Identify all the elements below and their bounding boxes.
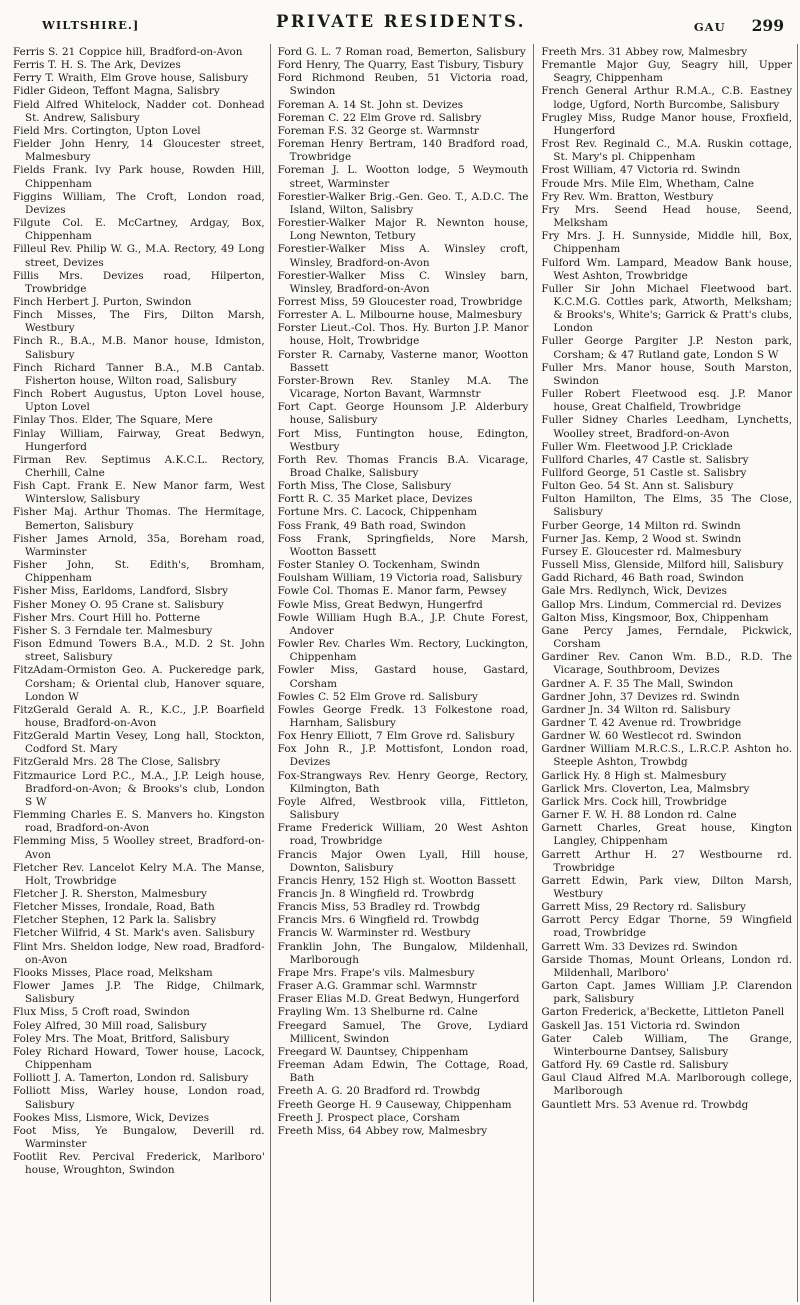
directory-entry: Freeth Mrs. 31 Abbey row, Malmesbry: [541, 46, 748, 58]
directory-entry: Garrett Edwin, Park view, Dilton Marsh, Westbury: [541, 874, 793, 900]
directory-entry: Francis Mrs. 6 Wingfield rd. Trowbdg: [277, 914, 480, 927]
directory-entry: Fulford Wm. Lampard, Meadow Bank house, West Ashton, Trowbridge: [541, 256, 793, 282]
directory-entry: Garton Frederick, a'Beckette, Littleton Panell: [541, 1006, 785, 1019]
directory-entry: Forestier-Walker Miss C. Winsley barn, Winsley, Bradford-on-Avon: [277, 269, 529, 295]
directory-entry: Ferry T. Wraith, Elm Grove house, Salisbury: [13, 72, 249, 85]
directory-entry: Garrett Miss, 29 Rectory rd. Salisbury: [541, 901, 746, 914]
directory-entry: Freeth Miss, 64 Abbey row, Malmesbry: [277, 1124, 488, 1137]
directory-entry: Fielder John Henry, 14 Gloucester street, Malmesbury: [13, 138, 265, 164]
directory-entry: Foreman J. L. Wootton lodge, 5 Weymouth street, Warminster: [277, 164, 529, 190]
directory-entry: Francis W. Warminster rd. Westbury: [277, 927, 471, 940]
directory-entry: Foreman C. 22 Elm Grove rd. Salisbry: [277, 111, 482, 124]
directory-entry: Gatford Hy. 69 Castle rd. Salisbury: [541, 1059, 729, 1072]
directory-entry: Fraser A.G. Grammar schl. Warmnstr: [277, 980, 477, 993]
directory-entry: Fox Henry Elliott, 7 Elm Grove rd. Salisbury: [277, 730, 515, 743]
directory-entry: Foster Stanley O. Tockenham, Swindn: [277, 559, 480, 572]
directory-entry: Fuller Sidney Charles Leedham, Lynchetts, Woolley street, Bradford-on-Avon: [541, 414, 793, 440]
directory-entry: Filleul Rev. Philip W. G., M.A. Rectory, 49 Long street, Devizes: [13, 243, 265, 269]
page-number: 299: [751, 16, 784, 35]
directory-entry: Foot Miss, Ye Bungalow, Deverill rd. Warminster: [13, 1124, 265, 1150]
directory-entry: Fulton Geo. 54 St. Ann st. Salisbury: [541, 480, 734, 493]
directory-entry: Folliott J. A. Tamerton, London rd. Salisbury: [13, 1072, 249, 1085]
directory-entry: Fry Mrs. J. H. Sunnyside, Middle hill, Box, Chippenham: [541, 230, 793, 256]
directory-entry: Fisher S. 3 Ferndale ter. Malmesbury: [13, 624, 213, 637]
directory-entry: Fullford Charles, 47 Castle st. Salisbry: [541, 453, 749, 466]
directory-entry: Fortune Mrs. C. Lacock, Chippenham: [277, 506, 478, 519]
directory-entry: Finlay William, Fairway, Great Bedwyn, Hungerford: [13, 427, 265, 453]
directory-entry: FitzAdam-Ormiston Geo. A. Puckeredge park, Corsham; & Oriental club, Hanover square, London W: [13, 664, 265, 703]
directory-entry: Freeman Adam Edwin, The Cottage, Road, Bath: [277, 1059, 529, 1085]
directory-entry: Fletcher Stephen, 12 Park la. Salisbry: [13, 914, 217, 927]
directory-entry: Forestier-Walker Miss A. Winsley croft, Winsley, Bradford-on-Avon: [277, 243, 529, 269]
directory-entry: Gallop Mrs. Lindum, Commercial rd. Devizes: [541, 598, 782, 611]
directory-entry: Freegard W. Dauntsey, Chippenham: [277, 1045, 469, 1058]
directory-entry: Fisher Money O. 95 Crane st. Salisbury: [13, 598, 224, 611]
directory-entry: Frape Mrs. Frape's vils. Malmesbury: [277, 966, 475, 979]
directory-entry: Ferris T. H. S. The Ark, Devizes: [13, 59, 181, 72]
directory-entry: Finch Misses, The Firs, Dilton Marsh, Westbury: [13, 309, 265, 335]
directory-entry: FitzGerald Gerald A. R., K.C., J.P. Boarfield house, Bradford-on-Avon: [13, 703, 265, 729]
directory-entry: Forster-Brown Rev. Stanley M.A. The Vicarage, Norton Bavant, Warmnstr: [277, 374, 529, 401]
directory-entry: Flemming Charles E. S. Manvers ho. Kingston road, Bradford-on-Avon: [13, 809, 265, 835]
directory-entry: Freegard Samuel, The Grove, Lydiard Millicent, Swindon: [277, 1019, 529, 1045]
directory-entry: Garlick Mrs. Cock hill, Trowbridge: [541, 795, 727, 808]
directory-entry: Fowle Miss, Great Bedwyn, Hungerfrd: [277, 598, 483, 611]
directory-entry: Fletcher Misses, Irondale, Road, Bath: [13, 901, 215, 914]
directory-entry: Gane Percy James, Ferndale, Pickwick, Corsham: [541, 624, 793, 651]
directory-entry: Frugley Miss, Rudge Manor house, Froxfield, Hungerford: [541, 111, 793, 137]
directory-entry: Garner F. W. H. 88 London rd. Calne: [541, 809, 737, 822]
directory-entry: Fidler Gideon, Teffont Magna, Salisbry: [13, 85, 220, 98]
directory-entry: Fletcher Rev. Lancelot Kelry M.A. The Manse, Holt, Trowbridge: [13, 861, 265, 887]
directory-column-3: [533, 44, 797, 1302]
directory-entry: Forrest Miss, 59 Gloucester road, Trowbridge: [277, 295, 523, 308]
directory-entry: Garlick Mrs. Cloverton, Lea, Malmsbry: [541, 782, 750, 795]
directory-entry: Frost William, 47 Victoria rd. Swindn: [541, 164, 741, 177]
directory-entry: Finlay Thos. Elder, The Square, Mere: [13, 414, 213, 427]
directory-entry: Frost Rev. Reginald C., M.A. Ruskin cottage, St. Mary's pl. Chippenham: [541, 138, 793, 164]
directory-entry: Fuller Robert Fleetwood esq. J.P. Manor house, Great Chalfield, Trowbridge: [541, 388, 793, 414]
directory-entry: Figgins William, The Croft, London road, Devizes: [13, 190, 265, 216]
directory-entry: Fisher James Arnold, 35a, Boreham road, Warminster: [13, 532, 265, 558]
directory-entry: Forestier-Walker Major R. Newnton house, Long Newnton, Tetbury: [277, 217, 529, 243]
directory-entry: Fowle William Hugh B.A., J.P. Chute Forest, Andover: [277, 611, 529, 637]
directory-entry: Folliott Miss, Warley house, London road, Salisbury: [13, 1085, 265, 1111]
directory-entry: Fry Rev. Wm. Bratton, Westbury: [541, 190, 714, 203]
directory-entry: Gater Caleb William, The Grange, Winterbourne Dantsey, Salisbury: [541, 1032, 793, 1058]
directory-entry: Foley Alfred, 30 Mill road, Salisbury: [13, 1019, 207, 1032]
directory-entry: Fullford George, 51 Castle st. Salisbry: [541, 467, 747, 479]
directory-column-1: [6, 44, 270, 1302]
directory-entry: Finch Robert Augustus, Upton Lovel house, Upton Lovel: [13, 388, 265, 414]
directory-entry: Fisher Maj. Arthur Thomas. The Hermitage, Bemerton, Salisbury: [13, 506, 265, 532]
directory-entry: Garside Thomas, Mount Orleans, London rd. Mildenhall, Marlboro': [541, 953, 793, 979]
directory-entry: FitzGerald Mrs. 28 The Close, Salisbry: [13, 756, 221, 769]
directory-entry: Garrott Percy Edgar Thorne, 59 Wingfield road, Trowbridge: [541, 914, 793, 940]
directory-entry: Garton Capt. James William J.P. Clarendon park, Salisbury: [541, 980, 793, 1006]
directory-entry: Gardner Jn. 34 Wilton rd. Salisbury: [541, 703, 731, 716]
directory-entry: Fry Mrs. Seend Head house, Seend, Melksham: [541, 203, 793, 230]
directory-entry: Fowler Rev. Charles Wm. Rectory, Luckington, Chippenham: [277, 638, 529, 664]
directory-entry: Flemming Miss, 5 Woolley street, Bradford-on-Avon: [13, 835, 265, 861]
directory-entry: Fraser Elias M.D. Great Bedwyn, Hungerford: [277, 993, 520, 1006]
directory-entry: Fowles C. 52 Elm Grove rd. Salisbury: [277, 690, 478, 703]
directory-entry: Finch Herbert J. Purton, Swindon: [13, 295, 192, 308]
directory-entry: Garlick Hy. 8 High st. Malmesbury: [541, 769, 727, 782]
directory-entry: Froude Mrs. Mile Elm, Whetham, Calne: [541, 177, 755, 190]
directory-entry: Finch Richard Tanner B.A., M.B Cantab. Fisherton house, Wilton road, Salisbury: [13, 361, 265, 387]
directory-entry: Francis Major Owen Lyall, Hill house, Downton, Salisbury: [277, 848, 529, 874]
directory-entry: Foss Frank, 49 Bath road, Swindon: [277, 519, 466, 532]
directory-entry: Foss Frank, Springfields, Nore Marsh, Wootton Bassett: [277, 532, 529, 558]
directory-entry: Fulton Hamilton, The Elms, 35 The Close, Salisbury: [541, 493, 793, 519]
directory-entry: Fuller Sir John Michael Fleetwood bart. K.C.M.G. Cottles park, Atworth, Melksham; & Brooks's, White's; Garrick & Pratt's clubs, London: [541, 282, 793, 335]
directory-entry: Ferris S. 21 Coppice hill, Bradford-on-Avon: [13, 46, 243, 58]
directory-entry: Fison Edmund Towers B.A., M.D. 2 St. John street, Salisbury: [13, 638, 265, 664]
directory-entry: FitzGerald Martin Vesey, Long hall, Stockton, Codford St. Mary: [13, 730, 265, 756]
directory-entry: Fletcher J. R. Sherston, Malmesbury: [13, 888, 207, 900]
directory-entry: Freeth J. Prospect place, Corsham: [277, 1111, 460, 1124]
directory-entry: Fuller Mrs. Manor house, South Marston, Swindon: [541, 361, 793, 387]
directory-entry: Gale Mrs. Redlynch, Wick, Devizes: [541, 585, 727, 598]
directory-entry: Fox John R., J.P. Mottisfont, London road, Devizes: [277, 743, 529, 769]
directory-entry: Ford G. L. 7 Roman road, Bemerton, Salisbury: [277, 46, 526, 58]
directory-entry: Flower James J.P. The Ridge, Chilmark, Salisbury: [13, 980, 265, 1006]
directory-entry: Fish Capt. Frank E. New Manor farm, West Winterslow, Salisbury: [13, 480, 265, 506]
directory-entry: Finch R., B.A., M.B. Manor house, Idmiston, Salisbury: [13, 335, 265, 361]
directory-entry: Freeth George H. 9 Causeway, Chippenham: [277, 1098, 512, 1111]
directory-entry: Gardner A. F. 35 The Mall, Swindon: [541, 677, 734, 690]
directory-entry: Fox-Strangways Rev. Henry George, Rectory, Kilmington, Bath: [277, 769, 529, 795]
directory-entry: Forster R. Carnaby, Vasterne manor, Wootton Bassett: [277, 348, 529, 374]
directory-entry: Fowles George Fredk. 13 Folkestone road, Harnham, Salisbury: [277, 703, 529, 729]
directory-entry: Fowle Col. Thomas E. Manor farm, Pewsey: [277, 585, 507, 598]
directory-entry: Foley Mrs. The Moat, Britford, Salisbury: [13, 1032, 230, 1045]
directory-entry: Garrett Arthur H. 27 Westbourne rd. Trowbridge: [541, 848, 793, 874]
directory-entry: Gadd Richard, 46 Bath road, Swindon: [541, 572, 744, 585]
directory-entry: Gardner William M.R.C.S., L.R.C.P. Ashton ho. Steeple Ashton, Trowbdg: [541, 743, 793, 769]
directory-column-2: [270, 44, 534, 1302]
county-label: WILTSHIRE.]: [42, 18, 140, 32]
directory-columns: [6, 44, 798, 1302]
directory-entry: Gaskell Jas. 151 Victoria rd. Swindon: [541, 1019, 741, 1032]
directory-entry: Fuller Wm. Fleetwood J.P. Cricklade: [541, 440, 733, 453]
directory-entry: Forrester A. L. Milbourne house, Malmesbury: [277, 309, 523, 322]
page-corner: [694, 16, 784, 35]
directory-entry: Fillis Mrs. Devizes road, Hilperton, Trowbridge: [13, 269, 265, 295]
directory-entry: Fort Capt. George Hounsom J.P. Alderbury house, Salisbury: [277, 401, 529, 427]
directory-entry: Fisher Mrs. Court Hill ho. Potterne: [13, 611, 201, 624]
directory-entry: Flooks Misses, Place road, Melksham: [13, 966, 213, 979]
directory-entry: Furber George, 14 Milton rd. Swindn: [541, 519, 741, 532]
directory-entry: Freeth A. G. 20 Bradford rd. Trowbdg: [277, 1085, 481, 1098]
directory-entry: Flint Mrs. Sheldon lodge, New road, Bradford-on-Avon: [13, 940, 265, 966]
directory-entry: Fursey E. Gloucester rd. Malmesbury: [541, 545, 742, 558]
directory-entry: Fookes Miss, Lismore, Wick, Devizes: [13, 1111, 210, 1124]
index-label: GAU: [693, 20, 726, 34]
directory-entry: Francis Miss, 53 Bradley rd. Trowbdg: [277, 901, 481, 914]
directory-entry: Furner Jas. Kemp, 2 Wood st. Swindn: [541, 532, 742, 545]
directory-entry: Foreman A. 14 St. John st. Devizes: [277, 98, 464, 111]
directory-entry: Foulsham William, 19 Victoria road, Salisbury: [277, 572, 523, 585]
directory-entry: Francis Henry, 152 High st. Wootton Bassett: [277, 874, 516, 887]
directory-entry: Flux Miss, 5 Croft road, Swindon: [13, 1006, 190, 1019]
directory-entry: Galton Miss, Kingsmoor, Box, Chippenham: [541, 611, 769, 624]
directory-entry: Forth Rev. Thomas Francis B.A. Vicarage, Broad Chalke, Salisbury: [277, 453, 529, 479]
directory-entry: Fremantle Major Guy, Seagry hill, Upper Seagry, Chippenham: [541, 59, 793, 85]
directory-entry: Franklin John, The Bungalow, Mildenhall, Marlborough: [277, 940, 529, 966]
directory-entry: Garnett Charles, Great house, Kington Langley, Chippenham: [541, 822, 793, 848]
directory-entry: Fisher Miss, Earldoms, Landford, Slsbry: [13, 585, 229, 598]
directory-entry: Footlit Rev. Percival Frederick, Marlboro' house, Wroughton, Swindon: [13, 1151, 265, 1177]
directory-entry: Foyle Alfred, Westbrook villa, Fittleton, Salisbury: [277, 795, 529, 822]
directory-entry: Fuller George Pargiter J.P. Neston park, Corsham; & 47 Rutland gate, London S W: [541, 335, 793, 361]
directory-entry: Fletcher Wilfrid, 4 St. Mark's aven. Salisbury: [13, 927, 255, 940]
directory-entry: Fisher John, St. Edith's, Bromham, Chippenham: [13, 559, 265, 585]
directory-entry: Fortt R. C. 35 Market place, Devizes: [277, 493, 473, 506]
directory-entry: Fields Frank. Ivy Park house, Rowden Hill, Chippenham: [13, 164, 265, 190]
directory-entry: Frayling Wm. 13 Shelburne rd. Calne: [277, 1006, 478, 1019]
directory-entry: Forster Lieut.-Col. Thos. Hy. Burton J.P. Manor house, Holt, Trowbridge: [277, 322, 529, 348]
directory-entry: Francis Jn. 8 Wingfield rd. Trowbrdg: [277, 888, 475, 900]
directory-entry: Fort Miss, Funtington house, Edington, Westbury: [277, 427, 529, 453]
directory-entry: Frame Frederick William, 20 West Ashton road, Trowbridge: [277, 822, 529, 848]
directory-entry: Field Alfred Whitelock, Nadder cot. Donhead St. Andrew, Salisbury: [13, 98, 265, 124]
page-header: [8, 10, 794, 40]
page-title: PRIVATE RESIDENTS.: [275, 12, 527, 31]
directory-entry: Fitzmaurice Lord P.C., M.A., J.P. Leigh house, Bradford-on-Avon; & Brooks's club, London S W: [13, 769, 265, 808]
directory-entry: Firman Rev. Septimus A.K.C.L. Rectory, Cherhill, Calne: [13, 453, 265, 479]
directory-entry: Gauntlett Mrs. 53 Avenue rd. Trowbdg: [541, 1098, 749, 1111]
directory-entry: Foley Richard Howard, Tower house, Lacock, Chippenham: [13, 1045, 265, 1072]
directory-entry: Gardner T. 42 Avenue rd. Trowbridge: [541, 716, 742, 729]
directory-entry: Forth Miss, The Close, Salisbury: [277, 480, 452, 493]
directory-entry: Filgute Col. E. McCartney, Ardgay, Box, Chippenham: [13, 217, 265, 243]
directory-entry: Foreman Henry Bertram, 140 Bradford road, Trowbridge: [277, 138, 529, 164]
directory-entry: Fowler Miss, Gastard house, Gastard, Corsham: [277, 664, 529, 690]
directory-entry: Field Mrs. Cortington, Upton Lovel: [13, 124, 201, 137]
directory-entry: Forestier-Walker Brig.-Gen. Geo. T., A.D.C. The Island, Wilton, Salisbry: [277, 190, 529, 216]
directory-entry: Gardner W. 60 Westlecot rd. Swindon: [541, 730, 742, 743]
directory-entry: Fussell Miss, Glenside, Milford hill, Salisbury: [541, 559, 784, 572]
directory-entry: Gardiner Rev. Canon Wm. B.D., R.D. The Vicarage, Southbroom, Devizes: [541, 651, 793, 677]
directory-entry: Foreman F.S. 32 George st. Warmnstr: [277, 124, 479, 137]
directory-entry: Ford Henry, The Quarry, East Tisbury, Tisbury: [277, 59, 524, 72]
directory-entry: Garrett Wm. 33 Devizes rd. Swindon: [541, 940, 738, 953]
directory-entry: French General Arthur R.M.A., C.B. Eastney lodge, Ugford, North Burcombe, Salisbury: [541, 85, 793, 111]
directory-entry: Gardner John, 37 Devizes rd. Swindn: [541, 690, 740, 703]
directory-entry: Gaul Claud Alfred M.A. Marlborough college, Marlborough: [541, 1072, 793, 1098]
directory-entry: Ford Richmond Reuben, 51 Victoria road, Swindon: [277, 72, 529, 98]
